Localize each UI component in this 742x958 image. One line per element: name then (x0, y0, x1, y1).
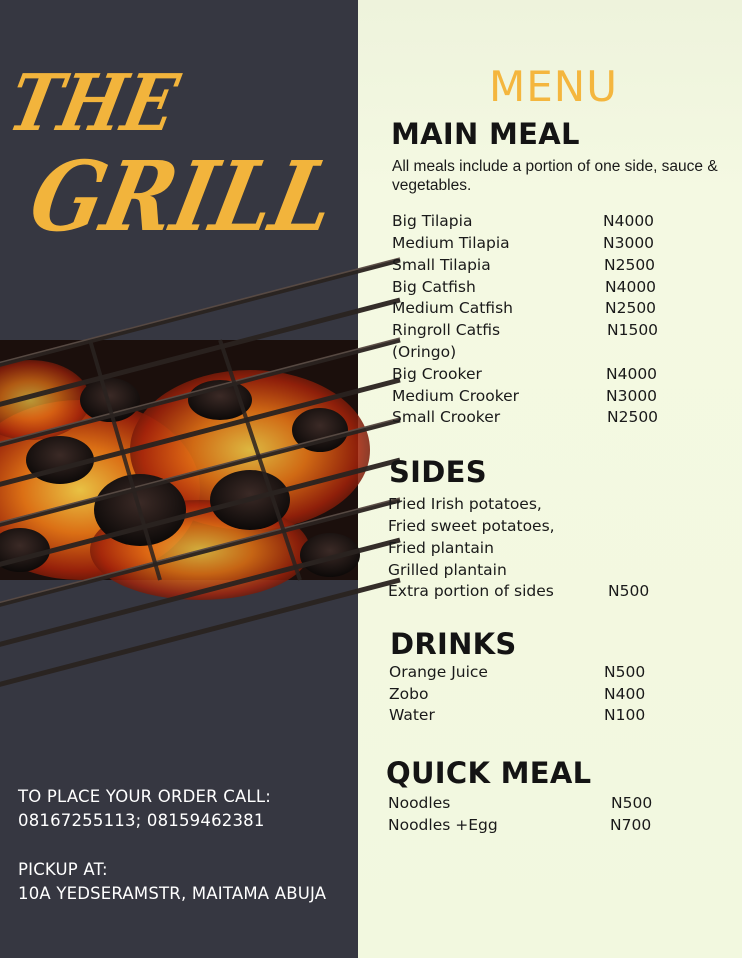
drinks-heading: DRINKS (390, 627, 517, 661)
drink-item-name: Orange Juice (389, 663, 488, 681)
sides-heading: SIDES (389, 455, 487, 489)
menu-item-price: N4000 (605, 278, 657, 296)
drink-item-name: Zobo (389, 685, 429, 703)
menu-item-name: Medium Crooker (392, 387, 520, 405)
main-meal-heading: MAIN MEAL (391, 117, 580, 151)
menu-item-price: N1500 (607, 321, 659, 339)
menu-item-name: Small Tilapia (392, 256, 491, 274)
menu-item-name: Big Tilapia (392, 212, 473, 230)
side-item-name: Fried sweet potatoes, (388, 517, 555, 535)
menu-item-name: (Oringo) (392, 343, 457, 361)
menu-title: MENU (489, 62, 618, 111)
drink-item-name: Water (389, 706, 435, 724)
menu-item-price: N3000 (603, 234, 655, 252)
menu-item-price: N4000 (603, 212, 655, 230)
main-meal-note: All meals include a portion of one side, sauce & vegetables. (392, 158, 718, 194)
logo-line2: GRILL (21, 140, 387, 253)
side-item-name: Fried Irish potatoes, (388, 495, 542, 513)
drink-item-price: N100 (604, 706, 646, 724)
menu-item-price: N2500 (605, 299, 657, 317)
the-grill-logo (1, 56, 387, 270)
quick-item-price: N500 (611, 794, 653, 812)
phone-numbers: 08167255113; 08159462381 (18, 811, 265, 830)
menu-item-name: Medium Tilapia (392, 234, 510, 252)
quick-item-name: Noodles +Egg (388, 816, 498, 834)
pickup-address: 10A YEDSERAMSTR, MAITAMA ABUJA (18, 884, 327, 903)
menu-item-name: Ringroll Catfis (392, 321, 501, 339)
menu-item-name: Small Crooker (392, 408, 501, 426)
pickup-label: PICKUP AT: (18, 860, 108, 879)
logo-line1: THE (1, 56, 212, 149)
menu-item-price: N4000 (606, 365, 658, 383)
quick-item-name: Noodles (388, 794, 451, 812)
side-item-name: Grilled plantain (388, 561, 507, 579)
order-call-label: TO PLACE YOUR ORDER CALL: (18, 787, 272, 806)
menu-item-name: Big Crooker (392, 365, 482, 383)
menu-item-name: Medium Catfish (392, 299, 513, 317)
side-item-name: Extra portion of sides (388, 582, 554, 600)
charcoal-grill-image (0, 340, 358, 580)
menu-item-price: N2500 (604, 256, 656, 274)
side-item-price: N500 (608, 582, 650, 600)
side-item-name: Fried plantain (388, 539, 494, 557)
drink-item-price: N500 (604, 663, 646, 681)
drink-item-price: N400 (604, 685, 646, 703)
quick-meal-heading: QUICK MEAL (386, 756, 592, 790)
quick-item-price: N700 (610, 816, 652, 834)
menu-item-price: N3000 (606, 387, 658, 405)
menu-item-name: Big Catfish (392, 278, 476, 296)
menu-item-price: N2500 (607, 408, 659, 426)
